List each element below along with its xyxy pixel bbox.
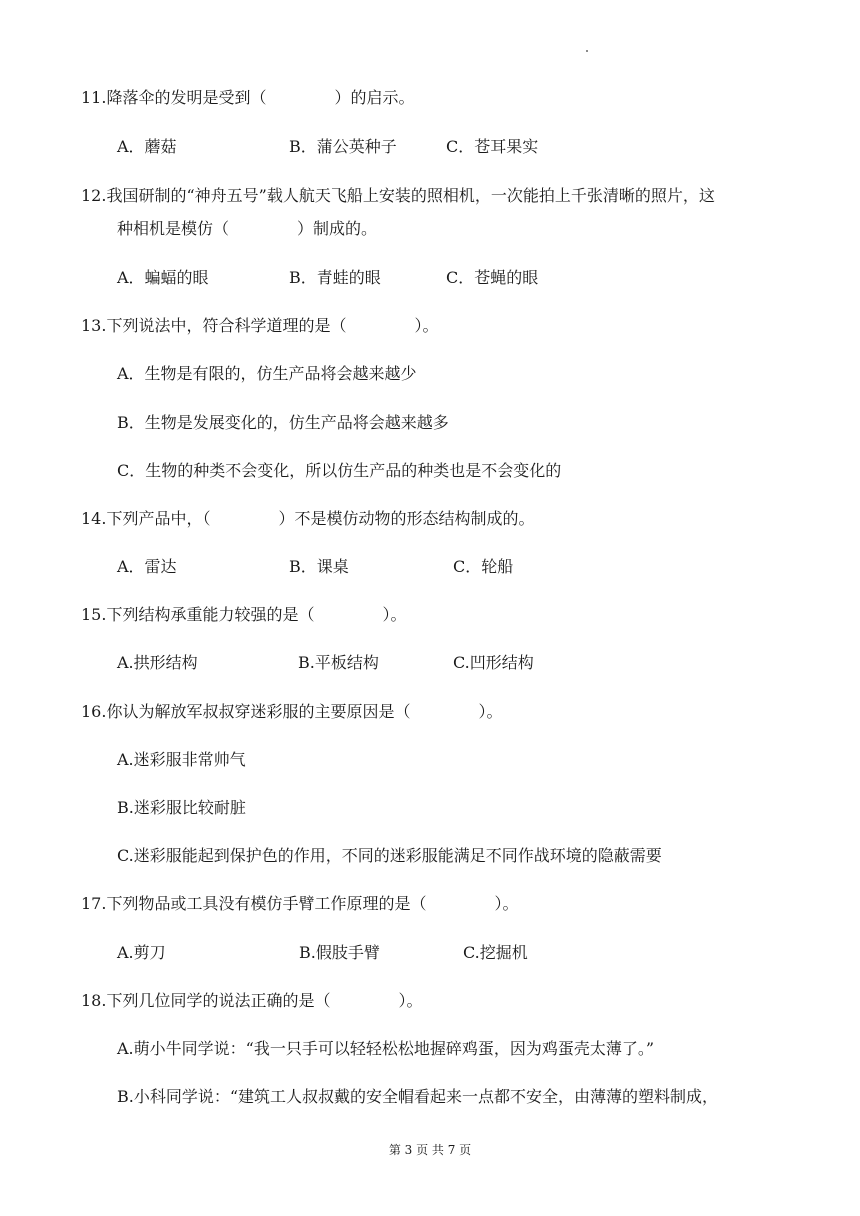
question-12-option-a: A．蝙蝠的眼: [117, 268, 209, 287]
question-16-option-a: A.迷彩服非常帅气: [117, 750, 246, 769]
question-16-option-b: B.迷彩服比较耐脏: [117, 798, 246, 817]
question-15-option-c: C.凹形结构: [453, 653, 534, 672]
question-14-option-a: A．雷达: [117, 557, 177, 576]
question-17-option-a: A.剪刀: [117, 943, 166, 962]
question-17-stem: 17.下列物品或工具没有模仿手臂工作原理的是（ ）。: [81, 894, 519, 913]
question-16-option-c: C.迷彩服能起到保护色的作用，不同的迷彩服能满足不同作战环境的隐蔽需要: [117, 846, 662, 865]
question-11-option-c: C．苍耳果实: [446, 137, 539, 156]
question-12-option-b: B．青蛙的眼: [289, 268, 381, 287]
page-mark: [586, 50, 588, 52]
question-13-option-c: C．生物的种类不会变化，所以仿生产品的种类也是不会变化的: [117, 461, 562, 480]
question-14-option-b: B．课桌: [289, 557, 349, 576]
question-18-stem: 18.下列几位同学的说法正确的是（ ）。: [81, 991, 423, 1010]
question-13-stem: 13.下列说法中，符合科学道理的是（ ）。: [81, 316, 439, 335]
question-15-option-a: A.拱形结构: [117, 653, 198, 672]
question-14-stem: 14.下列产品中，（ ）不是模仿动物的形态结构制成的。: [81, 509, 535, 528]
question-18-option-b: B.小科同学说：“建筑工人叔叔戴的安全帽看起来一点都不安全，由薄薄的塑料制成，: [117, 1087, 719, 1106]
question-18-option-a: A.萌小牛同学说：“我一只手可以轻轻松松地握碎鸡蛋，因为鸡蛋壳太薄了。”: [117, 1039, 655, 1058]
question-12-option-c: C．苍蝇的眼: [446, 268, 539, 287]
question-11-option-a: A．蘑菇: [117, 137, 177, 156]
question-17-option-c: C.挖掘机: [463, 943, 528, 962]
question-17-option-b: B.假肢手臂: [299, 943, 380, 962]
question-11-option-b: B．蒲公英种子: [289, 137, 397, 156]
question-15-stem: 15.下列结构承重能力较强的是（ ）。: [81, 605, 407, 624]
question-16-stem: 16.你认为解放军叔叔穿迷彩服的主要原因是（ ）。: [81, 702, 503, 721]
question-14-option-c: C．轮船: [453, 557, 514, 576]
question-15-option-b: B.平板结构: [298, 653, 379, 672]
question-13-option-a: A．生物是有限的，仿生产品将会越来越少: [117, 364, 417, 383]
question-12-stem-line2: 种相机是模仿（ ）制成的。: [117, 219, 378, 238]
question-13-option-b: B．生物是发展变化的，仿生产品将会越来越多: [117, 413, 449, 432]
page-footer: 第 3 页 共 7 页: [388, 1143, 472, 1157]
question-12-stem: 12.我国研制的“神舟五号”载人航天飞船上安装的照相机，一次能拍上千张清晰的照片，这: [81, 186, 715, 205]
question-11-stem: 11.降落伞的发明是受到（ ）的启示。: [81, 88, 415, 107]
